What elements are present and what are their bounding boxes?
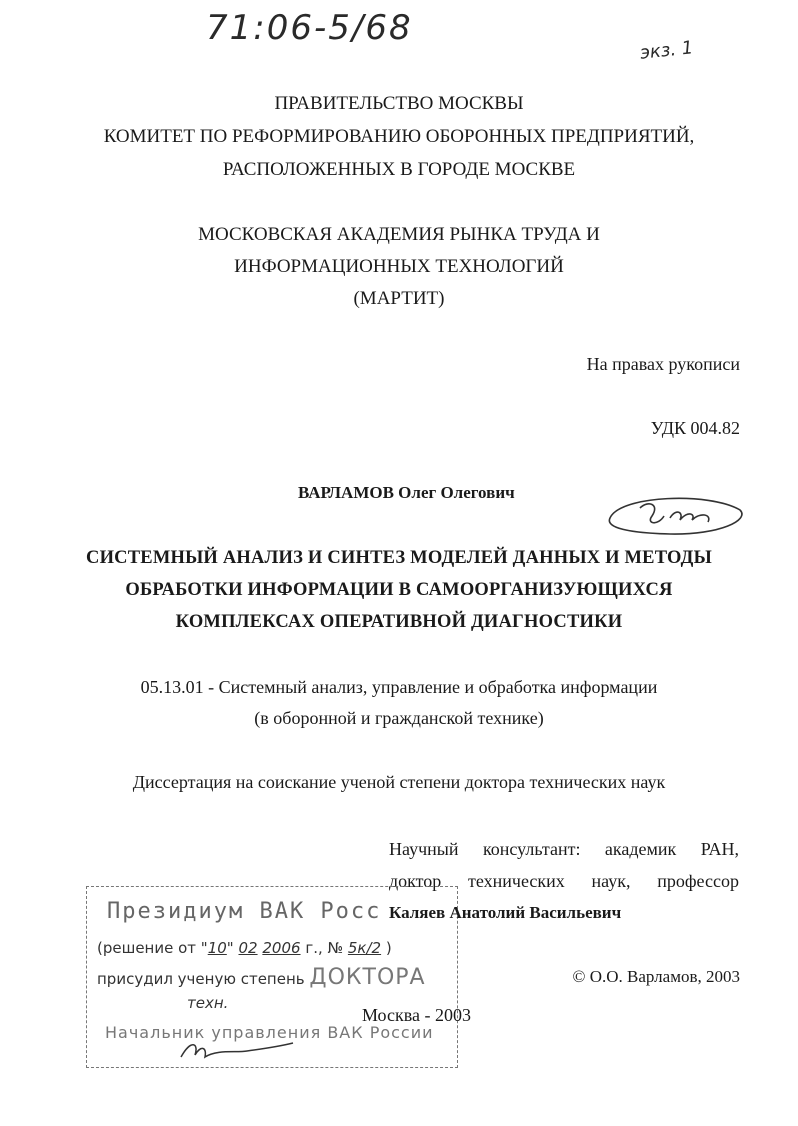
institution-line-3: (МАРТИТ) — [353, 288, 445, 309]
consultant-name: Каляев Анатолий Васильевич — [389, 903, 622, 922]
consultant-word: РАН, — [700, 839, 739, 859]
author-signature-icon — [600, 490, 750, 540]
rights-note: На правах рукописи — [586, 354, 740, 374]
institution-line-2: ИНФОРМАЦИОННЫХ ТЕХНОЛОГИЙ — [234, 256, 564, 277]
stamp-field: техн. — [187, 994, 229, 1012]
stamp-awarded — [97, 965, 426, 990]
handwritten-copy-note: экз. 1 — [639, 37, 695, 64]
institution-line-1: МОСКОВСКАЯ АКАДЕМИЯ РЫНКА ТРУДА И — [198, 224, 600, 245]
stamp-text: " — [226, 939, 234, 957]
consultant-word: консультант: — [482, 839, 581, 859]
title-line-3: КОМПЛЕКСАХ ОПЕРАТИВНОЙ ДИАГНОСТИКИ — [175, 612, 623, 632]
consultant-word: профессор — [657, 871, 739, 891]
consultant-word: доктор — [389, 871, 442, 891]
consultant-word: технических — [468, 871, 565, 891]
consultant-line-1 — [389, 839, 739, 860]
stamp-text: ) — [381, 939, 392, 957]
stamp-year: 2006 — [262, 939, 301, 957]
specialty-line-1: 05.13.01 - Системный анализ, управление и обработка информации — [140, 677, 658, 697]
consultant-word: Научный — [389, 839, 459, 859]
degree-statement: Диссертация на соискание ученой степени доктора технических наук — [132, 772, 666, 792]
consultant-word: наук, — [591, 871, 631, 891]
handwritten-archive-code: 71:06-5/68 — [206, 8, 413, 48]
stamp-decision — [97, 939, 392, 957]
copyright: © О.О. Варламов, 2003 — [572, 967, 740, 986]
header-line-2: КОМИТЕТ ПО РЕФОРМИРОВАНИЮ ОБОРОННЫХ ПРЕДПРИЯТИЙ, — [103, 126, 695, 147]
author-name: ВАРЛАМОВ Олег Олегович — [298, 483, 515, 502]
chief-signature-icon — [177, 1037, 297, 1065]
stamp-chief: Начальник управления ВАК России — [105, 1023, 434, 1042]
header-line-3: РАСПОЛОЖЕННЫХ В ГОРОДЕ МОСКВЕ — [222, 159, 576, 180]
specialty-line-2: (в оборонной и гражданской технике) — [254, 708, 544, 728]
stamp-number: 5к/2 — [347, 939, 382, 957]
stamp-degree: ДОКТОРА — [309, 965, 426, 990]
stamp-text: присудил ученую степень — [97, 970, 305, 988]
title-line-1: СИСТЕМНЫЙ АНАЛИЗ И СИНТЕЗ МОДЕЛЕЙ ДАННЫХ И МЕТОДЫ — [86, 548, 712, 568]
stamp-text: г., № — [300, 939, 344, 957]
udc-code: УДК 004.82 — [650, 418, 740, 438]
city-year: Москва - 2003 — [362, 1005, 471, 1025]
consultant-word: академик — [604, 839, 677, 859]
title-line-2: ОБРАБОТКИ ИНФОРМАЦИИ В САМООРГАНИЗУЮЩИХСЯ — [125, 580, 673, 600]
header-line-1: ПРАВИТЕЛЬСТВО МОСКВЫ — [274, 93, 524, 114]
stamp-month: 02 — [238, 939, 258, 957]
stamp-title: Президиум ВАК Росс — [107, 899, 382, 924]
stamp-text: (решение от " — [97, 939, 208, 957]
stamp-day: 10 — [207, 939, 227, 957]
